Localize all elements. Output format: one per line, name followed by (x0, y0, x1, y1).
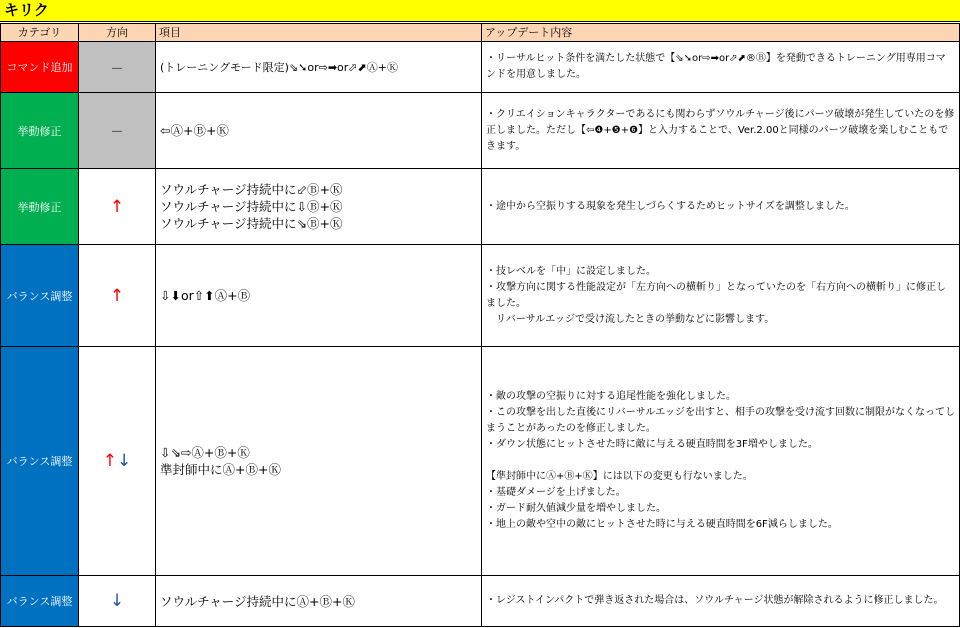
item-line: ⇦Ⓐ+Ⓑ+Ⓚ (160, 123, 229, 138)
item-cell (156, 42, 482, 93)
item-line: (トレーニングモード限定)⇘➘or⇨➡or⬀⬈Ⓐ+Ⓚ (160, 60, 398, 74)
item-line: 準封師中にⒶ+Ⓑ+Ⓚ (160, 462, 281, 477)
item-line: ソウルチャージ持続中に⬃Ⓑ+Ⓚ (160, 182, 343, 197)
direction-down-arrow: ↓ (117, 451, 132, 471)
header-category: カテゴリ (1, 24, 79, 42)
table-row (1, 169, 960, 245)
description-line: ・クリエイションキャラクターであるにも関わらずソウルチャージ後にパーツ破壊が発生していたのを修正しました。ただし【⇦❹+❺+❻】と入力することで、Ver.2.00と同様のパーツ破壊を楽しむこともできます。 (486, 108, 955, 152)
category-cell: バランス調整 (1, 245, 79, 347)
item-line: ソウルチャージ持続中に⇩Ⓑ+Ⓚ (160, 199, 343, 214)
sheet-title: キリク (0, 0, 960, 22)
category-cell: バランス調整 (1, 347, 79, 576)
description-line: ・この攻撃を出した直後にリバーサルエッジを出すと、相手の攻撃を受け流す回数に制限がなくなってしまうことがあったのを修正しました。 (486, 407, 955, 434)
description-cell (482, 93, 960, 169)
description-line: ・攻撃方向に関する性能設定が「左方向への横斬り」となっていたのを「右方向への横斬り」に修正しました。 (486, 281, 946, 309)
description-cell (482, 576, 960, 627)
description-line: ・途中から空振りする現象を発生しづらくするためヒットサイズを調整しました。 (486, 200, 855, 212)
description-line: ・リーサルヒット条件を満たした状態で【⇘➘or⇨➡or⬀⬈®Ⓑ】を発動できるトレーニング用専用コマンドを用意しました。 (486, 53, 946, 80)
header-item: 項目 (156, 24, 482, 42)
description-line (486, 453, 955, 469)
header-direction: 方向 (79, 24, 156, 42)
table-row (1, 245, 960, 347)
item-line: ⇩⇘⇨Ⓐ+Ⓑ+Ⓚ (160, 445, 250, 460)
description-line: 【準封師中にⒶ+Ⓑ+Ⓚ】には以下の変更も行ないました。 (486, 471, 753, 482)
description-line: ・技レベルを「中」に設定しました。 (486, 265, 656, 277)
direction-up-arrow: ↑ (79, 245, 156, 347)
description-line: リバーサルエッジで受け流したときの挙動などに影響します。 (486, 313, 775, 325)
item-line: ソウルチャージ持続中に⇘Ⓑ+Ⓚ (160, 216, 343, 231)
category-cell: バランス調整 (1, 576, 79, 627)
direction-up-arrow: ↑ (79, 169, 156, 245)
description-line: ・基礎ダメージを上げました。 (486, 487, 626, 498)
category-cell: 挙動修正 (1, 169, 79, 245)
table-row (1, 347, 960, 576)
table-header-row (1, 24, 960, 42)
header-content: アップデート内容 (482, 24, 960, 42)
description-line: ・レジストインパクトで弾き返された場合は、ソウルチャージ状態が解除されるように修正しました。 (486, 595, 944, 606)
item-line: ⇩⬇or⇧⬆Ⓐ+Ⓑ (160, 288, 251, 303)
direction-down-arrow: ↓ (79, 576, 156, 627)
category-cell: コマンド追加 (1, 42, 79, 93)
description-line: ・ダウン状態にヒットさせた時に敵に与える硬直時間を3F増やしました。 (486, 439, 818, 450)
description-cell (482, 42, 960, 93)
table-row (1, 93, 960, 169)
description-line: ・ガード耐久値減少量を増やしました。 (486, 503, 666, 514)
patch-notes-table (0, 23, 960, 627)
description-cell (482, 347, 960, 576)
description-line: ・敵の攻撃の空振りに対する追尾性能を強化しました。 (486, 391, 736, 402)
category-cell: 挙動修正 (1, 93, 79, 169)
table-row (1, 576, 960, 627)
item-line: ソウルチャージ持続中にⒶ+Ⓑ+Ⓚ (160, 593, 355, 609)
table-row (1, 42, 960, 93)
item-cell (156, 347, 482, 576)
direction-up-arrow: ↑ (102, 451, 117, 471)
item-cell (156, 169, 482, 245)
description-cell (482, 169, 960, 245)
direction-cell (79, 347, 156, 576)
description-line: ・地上の敵や空中の敵にヒットさせた時に与える硬直時間を6F減らしました。 (486, 519, 838, 530)
direction-cell: － (79, 42, 156, 93)
item-cell (156, 245, 482, 347)
item-cell (156, 576, 482, 627)
direction-cell: － (79, 93, 156, 169)
item-cell (156, 93, 482, 169)
description-cell (482, 245, 960, 347)
